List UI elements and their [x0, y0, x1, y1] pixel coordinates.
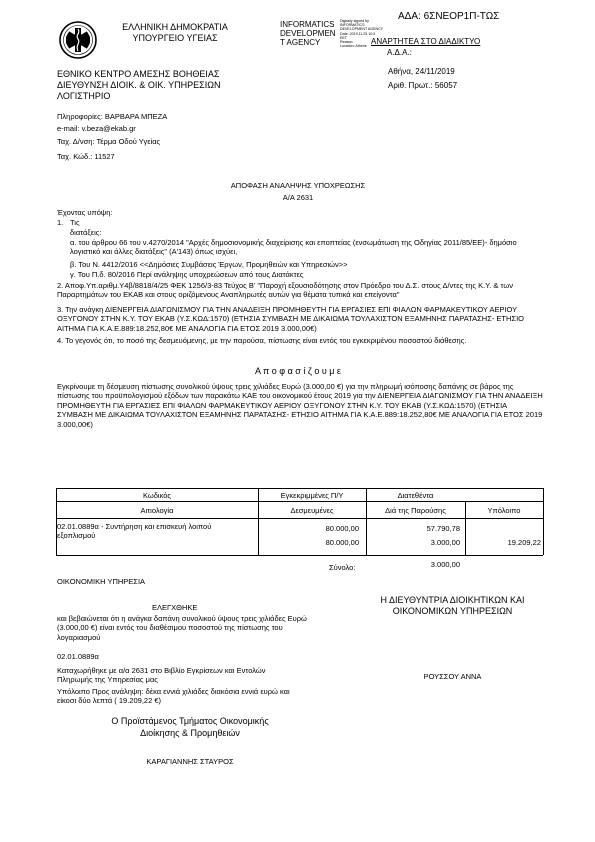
row-approved: 80.000,00	[325, 524, 359, 533]
contact-email: e-mail: v.beza@ekab.gr	[57, 124, 136, 133]
protocol-line: Αριθ. Πρωτ.: 56057	[388, 81, 458, 90]
header-committed: Δεσμευμένες	[290, 506, 334, 515]
director-name: ΡΟΥΣΣΟΥ ΑΝΝΑ	[423, 672, 482, 681]
header-available: Διατεθέντα	[397, 491, 434, 500]
stamp-line: Reason:	[340, 40, 354, 45]
row-description: 02.01.0889α - Συντήρηση και επισκευή λοιπού εξοπλισμού	[57, 522, 212, 541]
checked-heading: ΕΛΕΓΧΘΗΚΕ	[152, 603, 198, 612]
item-1-sub-c: γ. Του Π.δ. 80/2016 Περί ανάληψης υποχρεώσεων από τους Διατάκτες	[70, 270, 304, 279]
total-value: 3.000,00	[430, 560, 460, 569]
item-1-line-1: Τις	[70, 218, 80, 227]
agency-line-3: T AGENCY	[280, 38, 321, 47]
item-3: 3. Την ανάγκη ΔΙΕΝΕΡΓΕΙΑ ΔΙΑΓΩΝΙΣΜΟΥ ΓΙΑ ΤΗΝ ΑΝΑΔΕΙΞΗ ΠΡΟΜΗΘΕΥΤΗ ΓΙΑ ΕΡΓΑΣΙΕΣ ΕΠΙ ΦΙΑΛΩΝ ΦΑΡΜΑΚΕΥΤΙΚΟΥ ΑΕΡΙΟΥ ΟΞΥΓΟΝΟΥ ΣΤΗΝ Κ.Υ. ΤΟΥ ΕΚΑΒ (Υ.Σ.ΚΩΔ:1570) (ΕΤΗΣΙΑ ΣΥΜΒΑΣΗ ΜΕ ΔΙΚΑΙΩΜΑ ΤΟΥΛΑΧΙΣΤΟΝ ΕΞΑΜΗΝΗΣ ΠΑΡΑΤΑΣΗΣ- ΕΤΗΣΙΟ ΑΙΤΗΜΑ ΓΙΑ Κ.Α.Ε.889:18.252,80€ ΜΕ ΑΝΑΛΟΓΙΑ ΓΙΑ ΕΤΟΣ 2019 3.000,00€)	[57, 305, 524, 333]
contact-address: Ταχ. Δ/νση: Τέρμα Οδού Υγείας	[57, 137, 161, 146]
decision-text: Εγκρίνουμε τη δέσμευση πίστωσης συνολικού ύψους τρεις χιλιάδες Ευρώ (3.000,00 €) για την πληρωμή ισόποσης δαπάνης σε βάρος της πίστωσης του προϋπολογισμού εξόδων των παρακάτω ΚΑΕ του οικονομικού έτους 2019 για την ΔΙΕΝΕΡΓΕΙΑ ΔΙΑΓΩΝΙΣΜΟΥ ΓΙΑ ΤΗΝ ΑΝΑΔΕΙΞΗ ΠΡΟΜΗΘΕΥΤΗ ΓΙΑ ΕΡΓΑΣΙΕΣ ΕΠΙ ΦΙΑΛΩΝ ΦΑΡΜΑΚΕΥΤΙΚΟΥ ΑΕΡΙΟΥ ΟΞΥΓΟΝΟΥ ΣΤΗΝ Κ.Υ. ΤΟΥ ΕΚΑΒ (Υ.Σ.ΚΩΔ:1570) (ΕΤΗΣΙΑ ΣΥΜΒΑΣΗ ΜΕ ΔΙΚΑΙΩΜΑ ΤΟΥΛΑΧΙΣΤΟΝ ΕΞΑΜΗΝΗΣ ΠΑΡΑΤΑΣΗΣ- ΕΤΗΣΙΟ ΑΙΤΗΜΑ ΓΙΑ Κ.Α.Ε.889:18.252,80€ ΜΕ ΑΝΑΛΟΓΙΑ ΓΙΑ ΕΤΟΣ 2019 3.000,00€)	[57, 382, 543, 429]
contact-postal: Ταχ. Κώδ.: 11527	[57, 152, 115, 161]
kae-code: 02.01.0889α	[57, 652, 99, 661]
org-line-2: ΔΙΕΥΘΥΝΣΗ ΔΙΟΙΚ. & ΟΙΚ. ΥΠΗΡΕΣΙΩΝ	[57, 80, 221, 90]
stamp-line: EET	[340, 35, 347, 40]
item-1-number: 1.	[57, 218, 64, 227]
contact-info: Πληροφορίες: ΒΑΡΒΑΡΑ ΜΠΕΖΑ	[57, 112, 168, 121]
ada-label: Α.Δ.Α.:	[387, 48, 412, 57]
checked-text: και βεβαιώνεται ότι η ανάγκα δαπάνη συνολικού ύψους τρεις χιλιάδες Ευρώ (3.000,00 €) είναι εντός του διαθέσιμου ποσοστού της πίστωσης του λογαριασμού	[57, 614, 307, 642]
header-this-decision: Διά της Παρούσης	[385, 506, 446, 515]
registered-text: Καταχωρήθηκε με α/α 2631 στο Βιβλίο Εγκρίσεων και Εντολών Πληρωμής της Υπηρεσίας μας	[57, 666, 266, 685]
stamp-line: DEVELOPMENT AGENCY	[340, 27, 384, 32]
financial-service: ΟΙΚΟΝΟΜΙΚΗ ΥΠΗΡΕΣΙΑ	[57, 577, 146, 586]
stamp-line: Digitally signed by	[340, 19, 369, 23]
header-code: Κωδικός	[142, 491, 172, 500]
ministry-line-2: ΥΠΟΥΡΓΕΙΟ ΥΓΕΙΑΣ	[132, 33, 218, 43]
director-title-line-2: ΟΙΚΟΝΟΜΙΚΩΝ ΥΠΗΡΕΣΙΩΝ	[392, 606, 513, 616]
org-line-1: ΕΘΝΙΚΟ ΚΕΝΤΡΟ ΑΜΕΣΗΣ ΒΟΗΘΕΙΑΣ	[57, 69, 220, 79]
stamp-line: Date: 2019.11.25 10:5	[340, 31, 376, 36]
table-border	[56, 488, 543, 489]
header-remaining: Υπόλοιπο	[487, 506, 521, 515]
header-description: Αιτιολογία	[140, 506, 174, 515]
row-remaining: 19.209,22	[507, 538, 541, 547]
row-this-decision: 3.000,00	[430, 538, 460, 547]
director-title-line-1: Η ΔΙΕΥΘΥΝΤΡΙΑ ΔΙΟΙΚΗΤΙΚΩΝ ΚΑΙ	[380, 595, 525, 605]
stamp-line: INFORMATICS	[340, 23, 365, 28]
ekab-emblem	[58, 20, 98, 60]
posting-note: ΑΝΑΡΤΗΤΕΑ ΣΤΟ ΔΙΑΔΙΚΤΥΟ	[371, 37, 481, 46]
row-committed: 80.000,00	[325, 538, 359, 547]
ada-code: ΑΔΑ: 6ΣΝΕΟΡ1Π-ΤΩΣ	[398, 11, 500, 22]
item-1-sub-b: β. Του Ν. 4412/2016 <<Δημόσιες Συμβάσεις Έργων, Προμηθειών και Υπηρεσιών>>	[70, 260, 348, 269]
head-title-line-2: Διοίκησης & Προμηθειών	[140, 728, 240, 738]
ministry-line-1: ΕΛΛΗΝΙΚΗ ΔΗΜΟΚΡΑΤΙΑ	[122, 22, 228, 32]
row-available: 57.790,78	[426, 524, 460, 533]
item-2: 2. Αποφ.Υπ.αριθμ.Υ4β/8818/4/25 ΦΕΚ 1256/3-83 Τεύχος Β' "Παροχή εξουσιοδότησης στον Πρόεδρο του Δ.Σ. στους Δ/ντες της Κ.Υ. & των Παραρτημάτων του ΕΚΑΒ και στους οριζόμενους Αναπληρωτές αυτών για θέματα τυπικά και επείγοντα"	[57, 281, 513, 300]
table-border	[56, 518, 543, 519]
org-line-3: ΛΟΓΙΣΤΗΡΙΟ	[57, 91, 111, 101]
item-1-line-2: διατάξεις:	[70, 228, 102, 237]
stamp-line: Location: Athens	[340, 44, 367, 49]
item-1-sub-a: α. του άρθρου 66 του ν.4270/2014 "Αρχές δημοσιονομικής διαχείρισης και εποπτείας (ενσωμάτωση της Οδηγίας 2011/85/ΕΕ)- δημόσιο λογιστικό και άλλες διατάξεις" (Α'143) όπως ισχύει,	[70, 238, 517, 257]
head-title-line-1: Ο Προϊστάμενος Τμήματος Οικονομικής	[111, 716, 269, 726]
decision-number: Α/Α 2631	[282, 193, 314, 202]
date-line: Αθήνα, 24/11/2019	[388, 67, 455, 76]
considering-label: Έχοντας υπόψη:	[57, 208, 113, 217]
table-border	[56, 555, 543, 556]
total-label: Σύνολο:	[329, 563, 356, 572]
agency-line-1: INFORMATICS	[280, 20, 335, 29]
table-border	[543, 488, 544, 555]
decision-title: ΑΠΟΦΑΣΗ ΑΝΑΛΗΨΗΣ ΥΠΟΧΡΕΩΣΗΣ	[230, 181, 366, 190]
table-border	[56, 501, 543, 502]
head-name: ΚΑΡΑΓΙΑΝΝΗΣ ΣΤΑΥΡΟΣ	[146, 757, 234, 766]
header-approved: Εγκεκριμμένες Π/Υ	[280, 491, 344, 500]
item-4: 4. Το γεγονός ότι, το ποσό της δεσμευόμενης, με την παρούσα, πίστωσης είναι εντός του εγκεκριμένου ποσοστού διάθεσης.	[57, 336, 467, 345]
remaining-text: Υπόλοιπο Προς ανάληψη: δέκα εννιά χιλιάδες διακόσια εννιά ευρώ και είκοσι δύο λεπτά ( 19.209,22 €)	[57, 687, 290, 706]
agency-line-2: DEVELOPMEN	[280, 29, 336, 38]
decision-heading: Α π ο φ α σ ί ζ ο υ μ ε	[255, 366, 341, 376]
